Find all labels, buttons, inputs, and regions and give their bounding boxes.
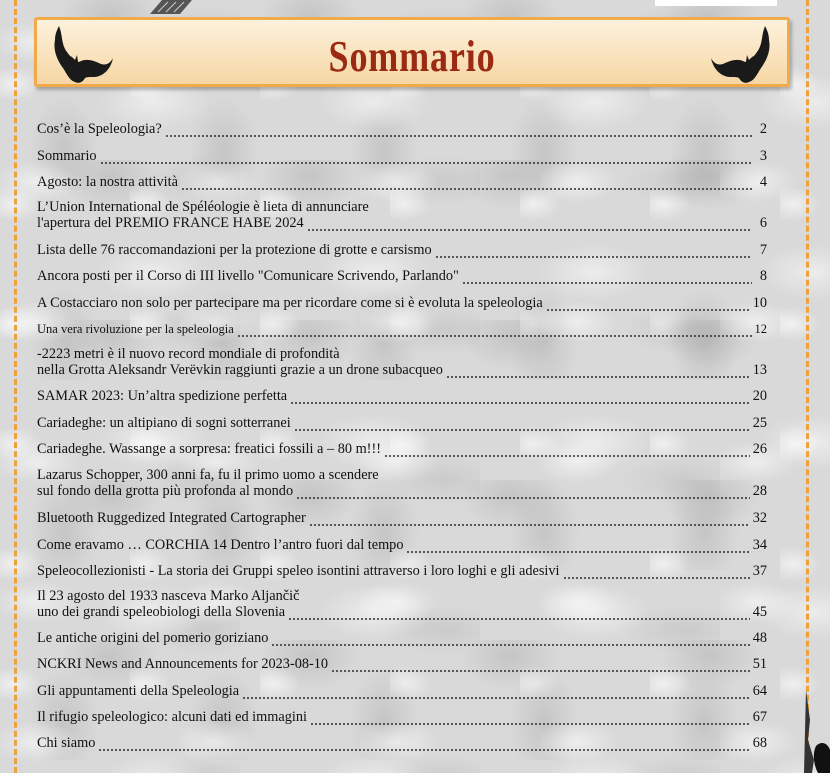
leader-dots xyxy=(294,419,750,431)
toc-entry[interactable] xyxy=(37,630,767,646)
toc-entry-title: Sommario xyxy=(37,148,97,164)
toc-entry-title: SAMAR 2023: Un’altra spedizione perfetta xyxy=(37,388,288,404)
toc-entry[interactable] xyxy=(37,388,767,404)
leader-dots xyxy=(331,660,750,672)
toc-entry-title: Cariadeghe: un altipiano di sogni sotterranei xyxy=(37,415,291,431)
leader-dots xyxy=(237,325,752,337)
toc-entry-title-line1: -2223 metri è il nuovo record mondiale di profondità xyxy=(37,346,340,362)
leader-dots xyxy=(406,541,749,553)
toc-entry[interactable] xyxy=(37,588,767,620)
leader-dots xyxy=(462,272,752,284)
leader-dots xyxy=(98,739,749,751)
leader-dots xyxy=(271,634,749,646)
toc-entry[interactable] xyxy=(37,510,767,526)
toc-entry-title-line1: Lazarus Schopper, 300 anni fa, fu il primo uomo a scendere xyxy=(37,467,379,483)
toc-entry-page: 12 xyxy=(754,322,767,336)
leader-dots xyxy=(307,219,752,231)
toc-entry-title: nella Grotta Aleksandr Verëvkin raggiunti grazie a un drone subacqueo xyxy=(37,362,443,378)
toc-entry-title: Agosto: la nostra attività xyxy=(37,174,178,190)
toc-entry-page: 28 xyxy=(752,483,767,499)
toc-entry-page: 20 xyxy=(752,388,767,404)
toc-entry[interactable] xyxy=(37,537,767,553)
toc-entry-page: 64 xyxy=(752,683,767,699)
toc-entry[interactable] xyxy=(37,656,767,672)
toc-entry[interactable] xyxy=(37,121,767,137)
toc-entry-page: 37 xyxy=(752,563,767,579)
toc-entry-title: Come eravamo … CORCHIA 14 Dentro l’antro fuori dal tempo xyxy=(37,537,404,553)
toc-entry-title: Bluetooth Ruggedized Integrated Cartographer xyxy=(37,510,306,526)
toc-entry-page: 67 xyxy=(752,709,767,725)
leader-dots xyxy=(446,366,750,378)
toc-entry[interactable] xyxy=(37,467,767,499)
toc-entry[interactable] xyxy=(37,563,767,579)
leader-dots xyxy=(296,487,750,499)
toc-entry-title: Ancora posti per il Corso di III livello "Comunicare Scrivendo, Parlando" xyxy=(37,268,459,284)
toc-entry-title: l'apertura del PREMIO FRANCE HABE 2024 xyxy=(37,215,304,231)
leader-dots xyxy=(288,608,750,620)
toc-entry-title: Una vera rivoluzione per la speleologia xyxy=(37,322,234,336)
toc-entry[interactable] xyxy=(37,735,767,751)
leader-dots xyxy=(181,178,752,190)
leader-dots xyxy=(100,152,752,164)
top-white-box xyxy=(655,0,777,6)
leader-dots xyxy=(563,567,750,579)
toc-entry[interactable] xyxy=(37,148,767,164)
toc-entry[interactable] xyxy=(37,441,767,457)
toc-entry-title: A Costacciaro non solo per partecipare ma per ricordare come si è evoluta la speleologia xyxy=(37,295,543,311)
leader-dots xyxy=(384,445,750,457)
corner-decoration xyxy=(804,690,830,773)
toc-entry[interactable] xyxy=(37,242,767,258)
toc-entry-title: Cariadeghe. Wassange a sorpresa: freatici fossili a – 80 m!!! xyxy=(37,441,381,457)
leader-dots xyxy=(310,713,750,725)
toc-entry-page: 68 xyxy=(752,735,767,751)
toc-entry-page: 13 xyxy=(752,362,767,378)
toc-entry[interactable] xyxy=(37,295,767,311)
toc-entry[interactable] xyxy=(37,346,767,378)
toc-entry-page: 48 xyxy=(752,630,767,646)
leader-dots xyxy=(435,246,752,258)
toc-entry-page: 25 xyxy=(752,415,767,431)
toc-entry-page: 4 xyxy=(759,174,767,190)
toc-entry-title: Speleocollezionisti - La storia dei Gruppi speleo isontini attraverso i loro loghi e gli adesivi xyxy=(37,563,560,579)
toc-entry-title: sul fondo della grotta più profonda al mondo xyxy=(37,483,294,499)
toc-entry[interactable] xyxy=(37,174,767,190)
toc-entry-title: Gli appuntamenti della Speleologia xyxy=(37,683,240,699)
title-banner xyxy=(34,17,790,87)
toc-entry-page: 32 xyxy=(752,510,767,526)
toc-entry[interactable] xyxy=(37,415,767,431)
toc-entry-page: 26 xyxy=(752,441,767,457)
leader-dots xyxy=(309,514,750,526)
toc-entry-title: uno dei grandi speleobiologi della Slovenia xyxy=(37,604,286,620)
toc-entry[interactable] xyxy=(37,199,767,231)
bat-icon xyxy=(709,22,779,86)
toc-entry-title-line1: L’Union International de Spéléologie è lieta di annunciare xyxy=(37,199,369,215)
toc-entry[interactable] xyxy=(37,268,767,284)
leader-dots xyxy=(290,392,750,404)
toc-entry-title: Lista delle 76 raccomandazioni per la protezione di grotte e carsismo xyxy=(37,242,432,258)
toc-entry[interactable] xyxy=(37,683,767,699)
toc-entry[interactable] xyxy=(37,321,767,337)
toc-entry-title: Il rifugio speleologico: alcuni dati ed immagini xyxy=(37,709,307,725)
toc-entry-title: Chi siamo xyxy=(37,735,96,751)
leader-dots xyxy=(165,125,752,137)
toc-entry-page: 45 xyxy=(752,604,767,620)
toc-entry-page: 51 xyxy=(752,656,767,672)
toc-entry-page: 2 xyxy=(759,121,767,137)
top-decoration xyxy=(150,0,192,14)
right-dashed-border xyxy=(806,0,809,773)
page-title: Sommario xyxy=(328,32,496,81)
toc-entry-page: 3 xyxy=(759,148,767,164)
toc-entry[interactable] xyxy=(37,709,767,725)
toc-entry-title: Cos’è la Speleologia? xyxy=(37,121,162,137)
toc-entry-page: 10 xyxy=(752,295,767,311)
toc-entry-page: 34 xyxy=(752,537,767,553)
toc-entry-page: 7 xyxy=(759,242,767,258)
toc-entry-title: NCKRI News and Announcements for 2023-08-10 xyxy=(37,656,329,672)
leader-dots xyxy=(546,299,750,311)
toc-entry-page: 8 xyxy=(759,268,767,284)
toc-entry-title-line1: Il 23 agosto del 1933 nasceva Marko Aljančič xyxy=(37,588,300,604)
toc-entry-title: Le antiche origini del pomerio goriziano xyxy=(37,630,269,646)
left-dashed-border xyxy=(14,0,17,773)
leader-dots xyxy=(242,687,750,699)
toc-entry-page: 6 xyxy=(759,215,767,231)
